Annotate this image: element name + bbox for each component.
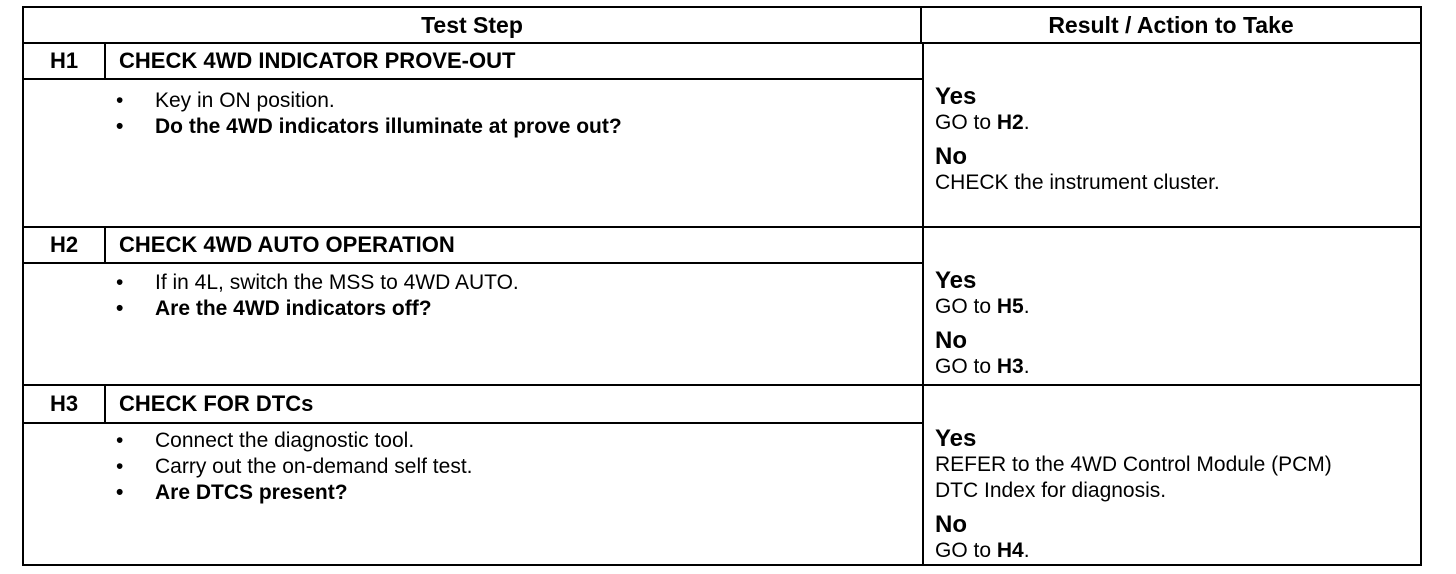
no-label: No	[935, 143, 967, 170]
list-item	[116, 114, 622, 140]
step-instructions	[116, 428, 473, 506]
bullet: •	[116, 89, 124, 112]
bullet: •	[116, 481, 124, 504]
yes-action: GO to H2.	[935, 111, 1030, 134]
result-block	[935, 268, 1419, 380]
yes-action-line: DTC Index for diagnosis.	[935, 479, 1167, 502]
instruction-text: If in 4L, switch the MSS to 4WD AUTO.	[155, 271, 519, 294]
step-link: H5	[996, 295, 1024, 318]
step-section-h1	[24, 44, 1420, 228]
yes-label: Yes	[935, 267, 977, 294]
step-instructions	[116, 270, 519, 322]
instruction-text: Connect the diagnostic tool.	[155, 429, 415, 452]
table-header	[24, 8, 1420, 44]
result-block	[935, 426, 1419, 564]
header-result-action: Result / Action to Take	[1048, 12, 1294, 38]
step-id: H1	[24, 44, 106, 80]
yes-label: Yes	[935, 425, 977, 452]
step-id: H3	[24, 386, 106, 424]
step-link: H4	[996, 539, 1024, 562]
bullet: •	[116, 271, 124, 294]
step-instructions	[116, 88, 622, 140]
bullet: •	[116, 297, 124, 320]
list-item	[116, 270, 519, 296]
step-section-h3	[24, 386, 1420, 564]
list-item	[116, 454, 473, 480]
no-label: No	[935, 511, 967, 538]
column-divider	[922, 228, 924, 384]
step-title: CHECK 4WD INDICATOR PROVE-OUT	[106, 44, 922, 80]
list-item	[116, 428, 473, 454]
instruction-text: Carry out the on-demand self test.	[155, 455, 473, 478]
yes-action: GO to H5.	[935, 295, 1030, 318]
list-item	[116, 296, 519, 322]
list-item	[116, 88, 622, 114]
no-action: CHECK the instrument cluster.	[935, 171, 1220, 194]
question-text: Are DTCS present?	[155, 481, 348, 504]
yes-action-line: REFER to the 4WD Control Module (PCM)	[935, 453, 1332, 476]
header-test-step: Test Step	[24, 8, 922, 42]
no-label: No	[935, 327, 967, 354]
list-item	[116, 480, 473, 506]
diagnostic-table	[22, 6, 1422, 566]
yes-label: Yes	[935, 83, 977, 110]
column-divider	[922, 386, 924, 564]
step-link: H2	[996, 111, 1024, 134]
step-link: H3	[996, 355, 1024, 378]
column-divider	[922, 44, 924, 226]
instruction-text: Key in ON position.	[155, 89, 335, 112]
result-block	[935, 84, 1419, 196]
question-text: Are the 4WD indicators off?	[155, 297, 432, 320]
step-title: CHECK 4WD AUTO OPERATION	[106, 228, 922, 264]
no-action: GO to H3.	[935, 355, 1030, 378]
bullet: •	[116, 115, 124, 138]
no-action: GO to H4.	[935, 539, 1030, 562]
step-section-h2	[24, 228, 1420, 386]
question-text: Do the 4WD indicators illuminate at prove out?	[155, 115, 622, 138]
bullet: •	[116, 455, 124, 478]
step-title: CHECK FOR DTCs	[106, 386, 922, 424]
bullet: •	[116, 429, 124, 452]
step-id: H2	[24, 228, 106, 264]
